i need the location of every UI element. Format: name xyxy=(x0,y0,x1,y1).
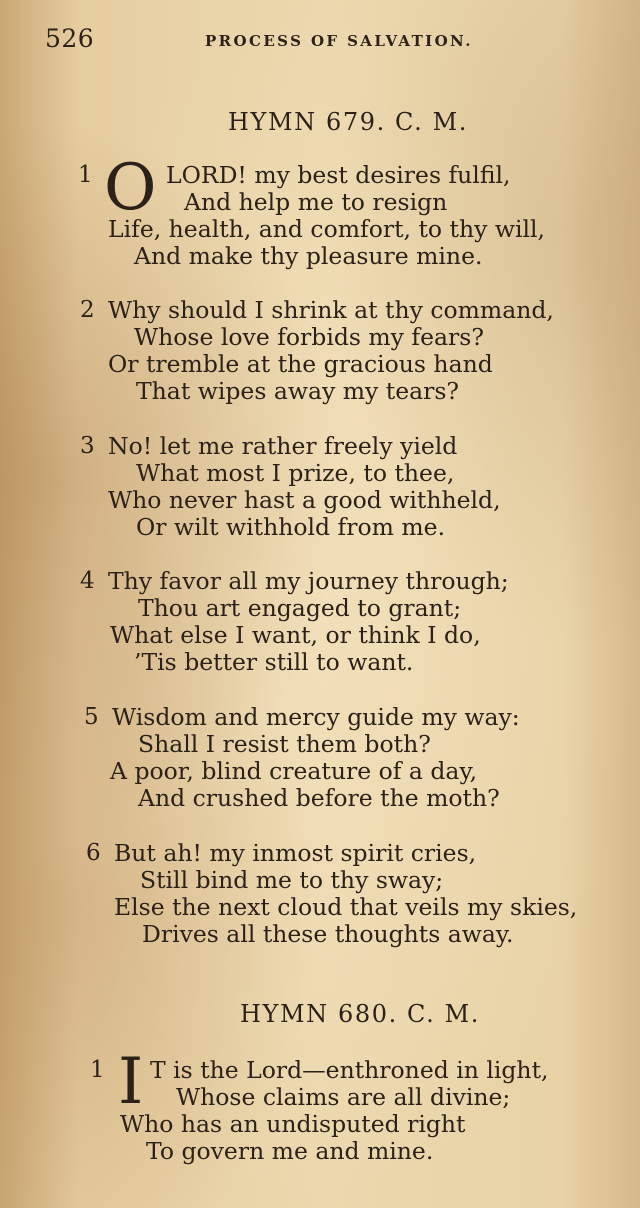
stanza-number: 5 xyxy=(84,704,99,730)
verse-line: To govern me and mine. xyxy=(146,1137,434,1165)
verse-line: That wipes away my tears? xyxy=(136,377,460,405)
verse-line: And make thy pleasure mine. xyxy=(134,242,483,270)
verse-line: Or wilt withhold from me. xyxy=(136,513,446,541)
drop-cap: O xyxy=(104,151,157,225)
verse-line: Thou art engaged to grant; xyxy=(138,594,462,622)
verse-line: Life, health, and comfort, to thy will, xyxy=(108,215,545,243)
running-head xyxy=(45,24,605,58)
verse-line: ’Tis better still to want. xyxy=(134,648,414,676)
verse-line: A poor, blind creature of a day, xyxy=(110,757,478,785)
verse-line: What else I want, or think I do, xyxy=(110,621,481,649)
stanza-number: 2 xyxy=(80,297,95,323)
verse-line: Still bind me to thy sway; xyxy=(140,866,444,894)
stanza-number: 6 xyxy=(86,840,101,866)
page-number: 526 xyxy=(45,24,95,53)
verse-line: Wisdom and mercy guide my way: xyxy=(112,703,520,731)
verse-line: And help me to resign xyxy=(184,188,448,216)
verse-line: LORD! my best desires fulfil, xyxy=(166,161,511,189)
stanza-number: 3 xyxy=(80,433,95,459)
verse-line: T is the Lord—enthroned in light, xyxy=(150,1056,549,1084)
stanza-number: 4 xyxy=(80,568,95,594)
hymn-title: HYMN 680. C. M. xyxy=(240,1000,481,1028)
verse-line: Shall I resist them both? xyxy=(138,730,431,758)
verse-line: And crushed before the moth? xyxy=(138,784,500,812)
verse-line: Whose love forbids my fears? xyxy=(134,323,484,351)
drop-cap: I xyxy=(118,1045,144,1119)
verse-line: Who has an undisputed right xyxy=(120,1110,466,1138)
verse-line: Thy favor all my journey through; xyxy=(108,567,509,595)
verse-line: What most I prize, to thee, xyxy=(136,459,455,487)
hymn-title: HYMN 679. C. M. xyxy=(228,108,469,136)
verse-line: Who never hast a good withheld, xyxy=(108,486,501,514)
running-title: PROCESS OF SALVATION. xyxy=(205,32,473,50)
verse-line: No! let me rather freely yield xyxy=(108,432,458,460)
verse-line: Drives all these thoughts away. xyxy=(142,920,514,948)
verse-line: Or tremble at the gracious hand xyxy=(108,350,493,378)
stanza-number: 1 xyxy=(78,162,93,188)
verse-line: Why should I shrink at thy command, xyxy=(108,296,554,324)
verse-line: But ah! my inmost spirit cries, xyxy=(114,839,477,867)
stanza-number: 1 xyxy=(90,1057,105,1083)
verse-line: Else the next cloud that veils my skies, xyxy=(114,893,578,921)
verse-line: Whose claims are all divine; xyxy=(176,1083,511,1111)
